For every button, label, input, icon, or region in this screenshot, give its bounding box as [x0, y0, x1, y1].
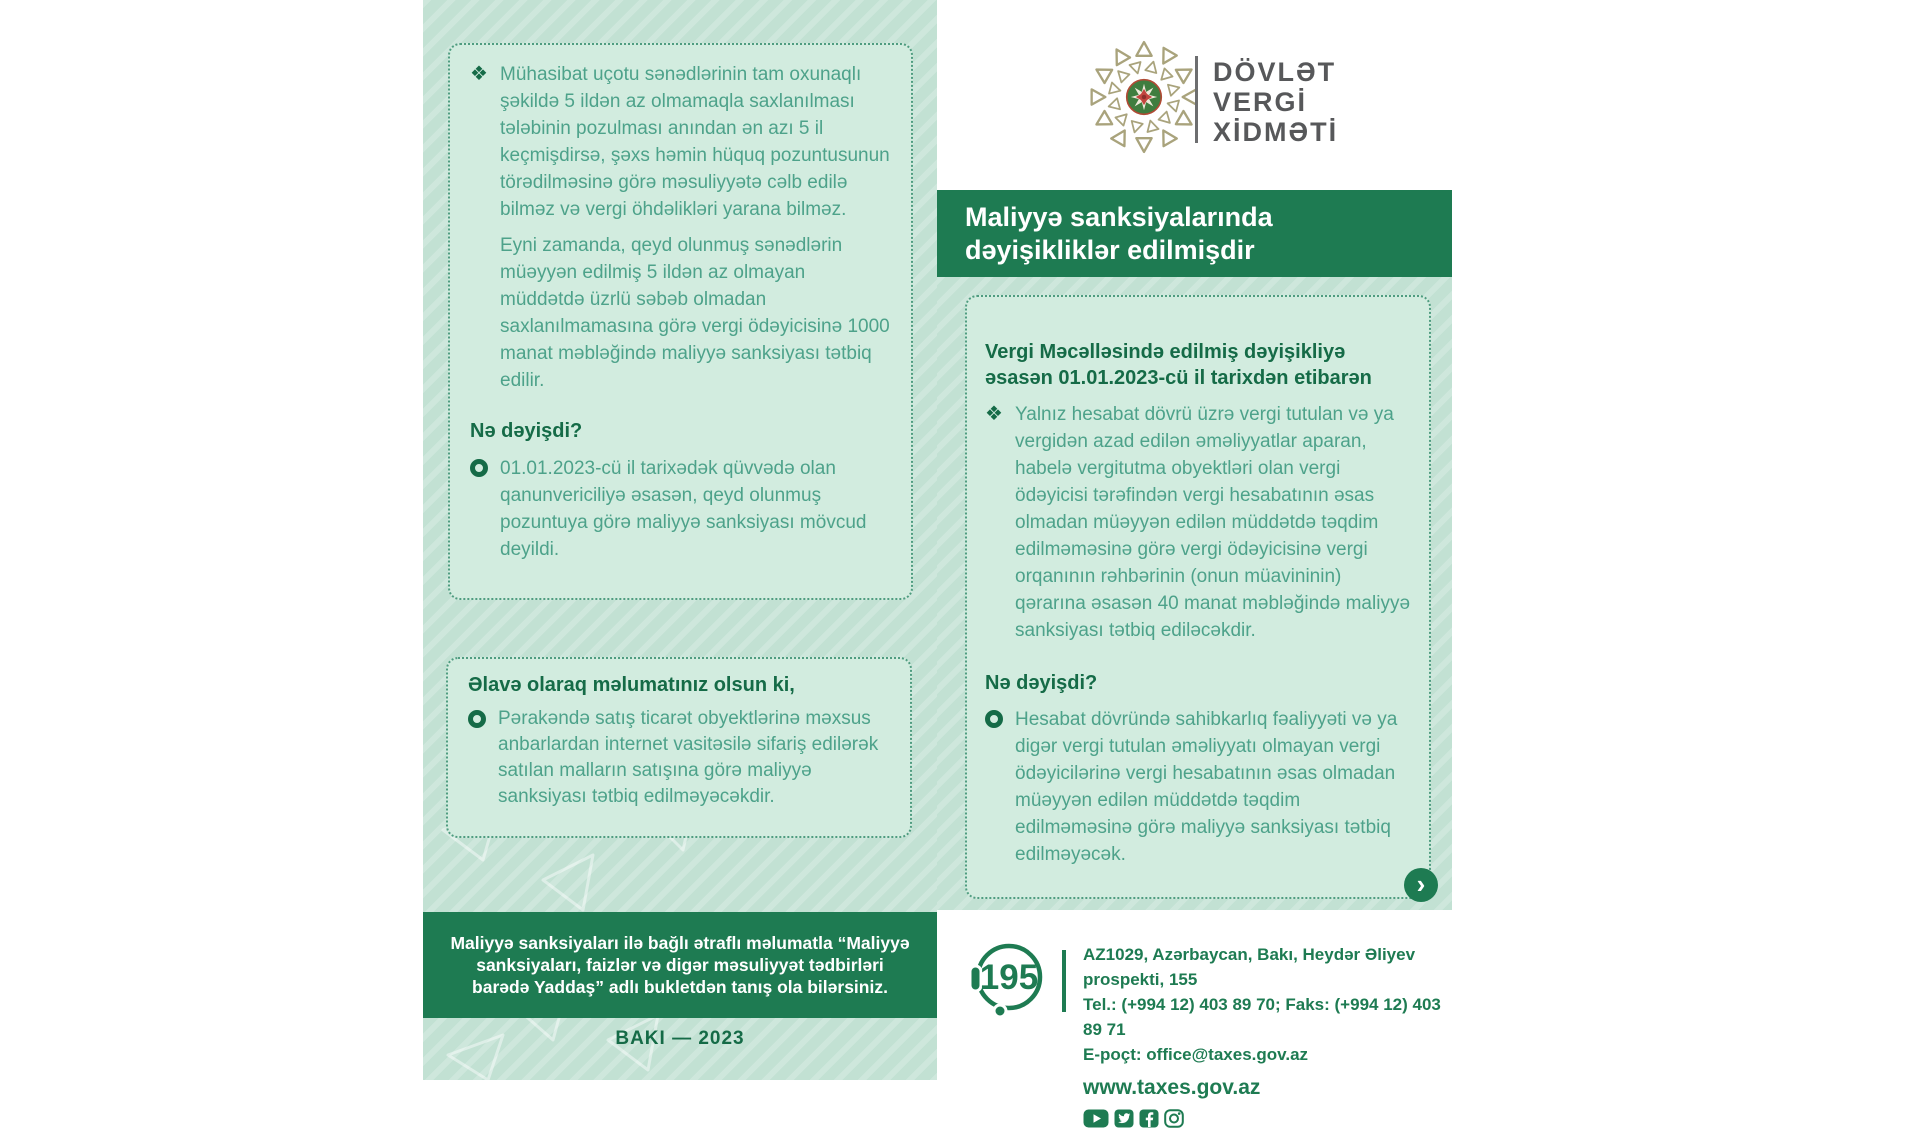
tax-code-change-heading: Vergi Məcəlləsində edilmiş dəyişikliyə əsasən 01.01.2023-cü il tarixdən etibarən — [985, 341, 1372, 389]
what-changed-heading-right: Nə dəyişdi? — [985, 672, 1098, 694]
sanction-1000-paragraph: Eyni zamanda, qeyd olunmuş sənədlərin müəyyən edilmiş 5 ildən az olmayan müddətdə üzrlü səbəb olmadan saxlanılmamasına görə vergi ödəyicisinə 1000 manat məbləğində maliyyə sanksiyası tətbiq edilir. — [500, 235, 890, 391]
agency-name-line3: XİDMƏTİ — [1213, 117, 1339, 147]
city-year-label: BAKI — 2023 — [615, 1028, 745, 1049]
left-panel — [423, 0, 937, 1080]
agency-name — [1213, 57, 1338, 147]
what-changed-answer-right: Hesabat dövründə sahibkarlıq fəaliyyəti və ya digər vergi tutulan əməliyyatı olmayan vergi ödəyicilərinə vergi hesabatının əsas olmadan müəyyən edilən müddətdə təqdim edilməməsinə görə maliyyə sanksiyası tətbiq edilməyəcək. — [1015, 709, 1398, 865]
agency-name-line1: DÖVLƏT — [1213, 57, 1337, 87]
additional-info-heading: Əlavə olaraq məlumatınız olsun ki, — [468, 674, 795, 696]
hotline-number: 195 — [979, 958, 1039, 997]
accounting-docs-paragraph: Mühasibat uçotu sənədlərinin tam oxunaqlı şəkildə 5 ildən az olmamaqla saxlanılması tələbinin pozulması anından ən azı 5 il keçmişdirsə, şəxs həmin hüquq pozuntusunun törədilməsinə görə məsuliyyətə cəlb edilə bilməz və vergi öhdəlikləri yarana bilməz. — [500, 64, 890, 220]
next-page-button[interactable] — [1404, 868, 1438, 902]
what-changed-answer-left: 01.01.2023-cü il tarixədək qüvvədə olan qanunvericiliyə əsasən, qeyd olunmuş pozuntuya görə maliyyə sanksiyası mövcud deyildi. — [500, 458, 867, 560]
instagram-icon[interactable] — [1164, 1109, 1184, 1128]
right-info-box — [965, 295, 1431, 899]
booklet-note-banner — [423, 912, 937, 1018]
circle-bullet-icon — [985, 710, 1003, 728]
additional-info-text: Pərakəndə satış ticarət obyektlərinə məxsus anbarlardan internet vasitəsilə sifariş edilərək satılan malların satışına görə maliyyə sanksiyası tətbiq edilməyəcəkdir. — [498, 708, 879, 807]
facebook-icon[interactable] — [1139, 1109, 1159, 1128]
social-icons-row — [1083, 1109, 1452, 1128]
right-panel — [937, 0, 1452, 1099]
website-link[interactable]: www.taxes.gov.az — [1083, 1076, 1261, 1099]
right-green-area — [937, 277, 1452, 910]
left-info-box — [448, 43, 913, 600]
email-line: E-poçt: office@taxes.gov.az — [1083, 1045, 1309, 1064]
page-title: Maliyyə sanksiyalarında dəyişikliklər edilmişdir — [965, 201, 1273, 265]
youtube-icon[interactable] — [1083, 1109, 1109, 1128]
what-changed-heading-left: Nə dəyişdi? — [470, 420, 583, 442]
phone-fax-line: Tel.: (+994 12) 403 89 70; Faks: (+994 12) 403 89 71 — [1083, 995, 1441, 1039]
diamond-bullet-icon: ❖ — [470, 63, 488, 85]
agency-name-line2: VERGİ — [1213, 87, 1308, 117]
tax-report-sanction-paragraph: Yalnız hesabat dövrü üzrə vergi tutulan və ya vergidən azad edilən əməliyyatlar aparan, habelə vergitutma obyektləri olan vergi ödəyicisi tərəfindən vergi hesabatının əsas olmadan müəyyən edilən müddətdə təqdim edilməməsinə görə vergi ödəyicisinə vergi orqanının rəhbərinin (onun müavininin) qərarına əsasən 40 manat məbləğində maliyyə sanksiyası tətbiq ediləcəkdir. — [1015, 404, 1411, 641]
circle-bullet-icon — [470, 459, 488, 477]
logo-divider — [1195, 56, 1198, 143]
chevron-right-icon: › — [1416, 868, 1426, 899]
circle-bullet-icon — [468, 710, 486, 728]
title-banner — [937, 190, 1452, 277]
contact-block — [1083, 942, 1452, 1128]
hotline-195-icon — [967, 940, 1049, 1022]
additional-info-box — [446, 657, 912, 838]
address-line: AZ1029, Azərbaycan, Bakı, Heydər Əliyev prospekti, 155 — [1083, 945, 1416, 989]
contact-divider — [1062, 950, 1066, 1012]
diamond-bullet-icon: ❖ — [985, 403, 1003, 425]
tax-service-emblem-icon — [1083, 36, 1205, 158]
twitter-icon[interactable] — [1114, 1109, 1134, 1128]
booklet-note-text: Maliyyə sanksiyaları ilə bağlı ətraflı məlumatla “Maliyyə sanksiyaları, faizlər və digər məsuliyyət tədbirləri barədə Yaddaş” adlı bukletdən tanış ola bilərsiniz. — [450, 933, 910, 997]
